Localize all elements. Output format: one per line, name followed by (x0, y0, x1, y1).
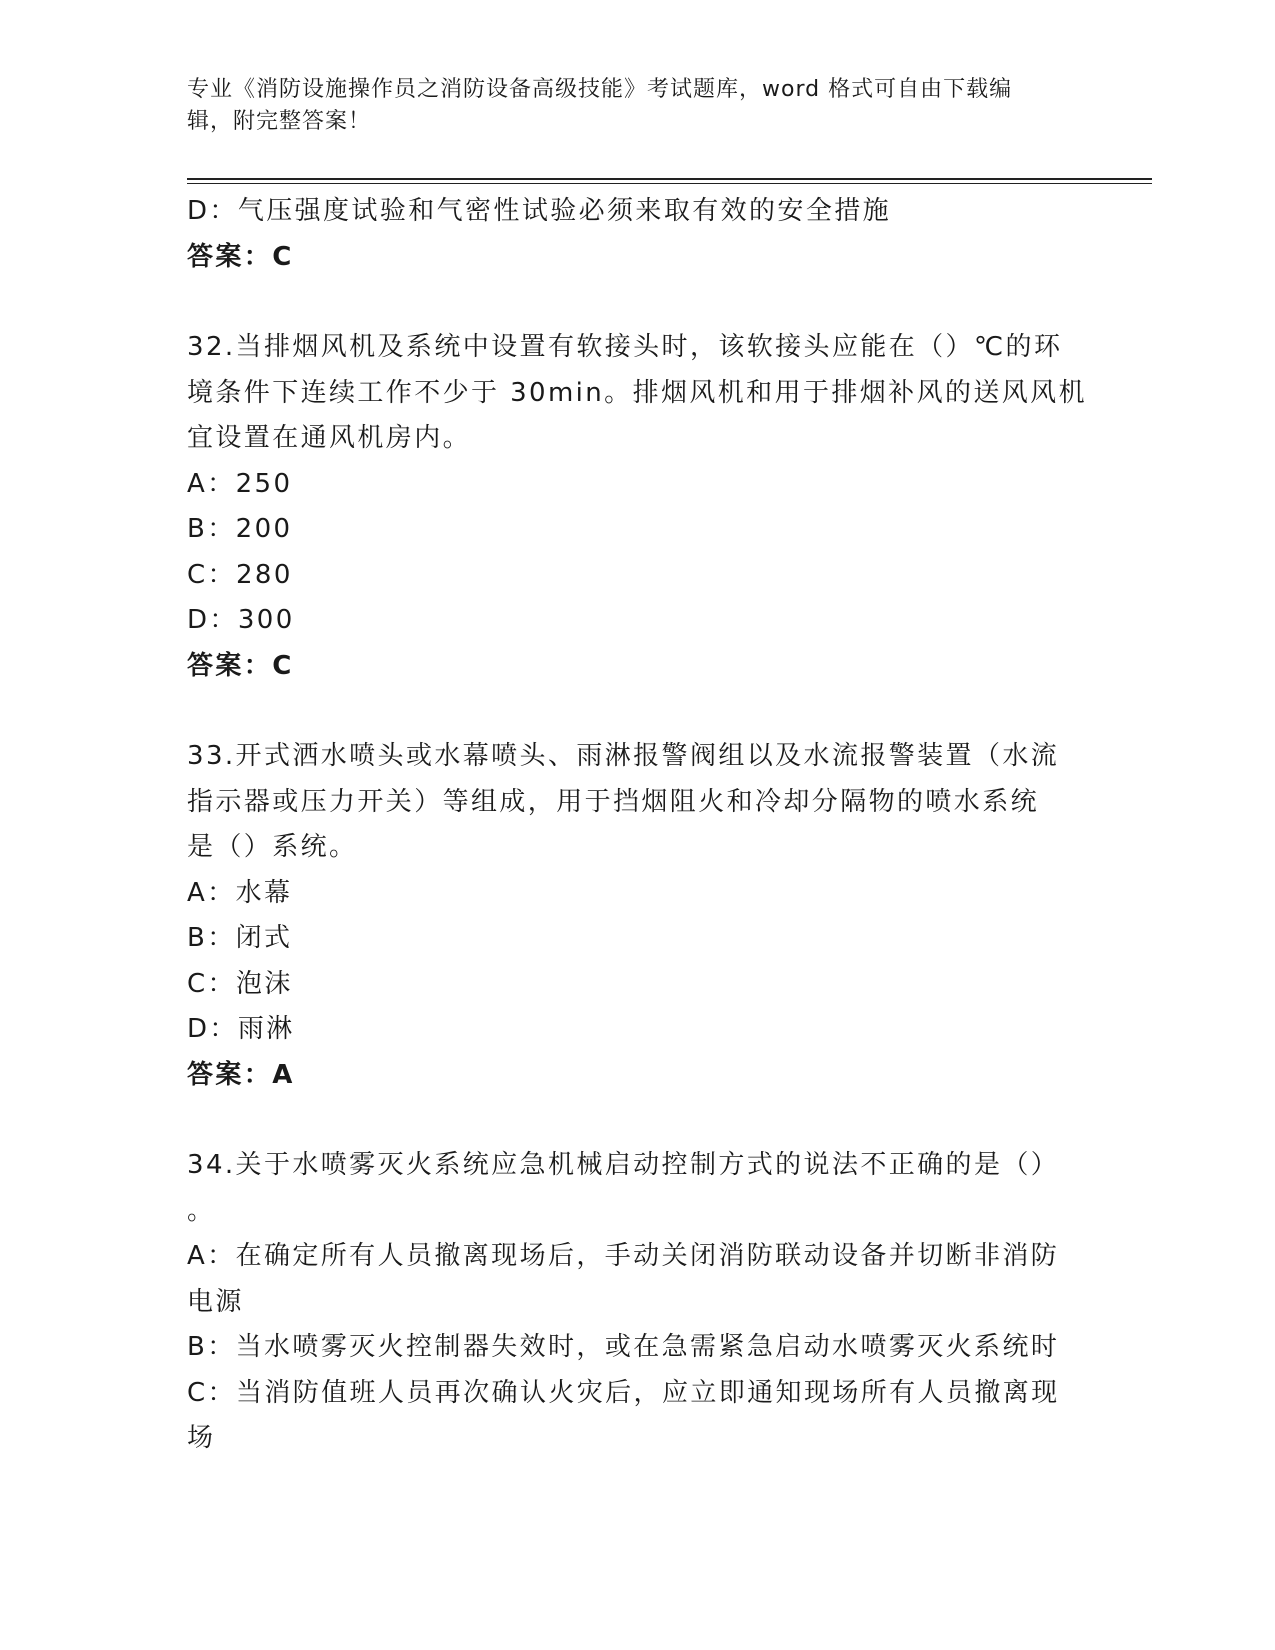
question-content (187, 189, 1087, 1462)
option-c: C：当消防值班人员再次确认火灾后，应立即通知现场所有人员撤离现 (187, 1377, 1060, 1408)
question-text-line: 指示器或压力开关）等组成，用于挡烟阻火和冷却分隔物的喷水系统 (187, 786, 1040, 817)
option-a: A：250 (187, 468, 293, 499)
header-line-2: 辑，附完整答案！ (187, 109, 372, 134)
question-text-line: 34.关于水喷雾灭火系统应急机械启动控制方式的说法不正确的是（） (187, 1150, 1060, 1180)
question-33 (187, 734, 1087, 1098)
prev-answer: 答案：C (187, 241, 294, 272)
question-gap (187, 689, 1087, 734)
option-c: C：280 (187, 559, 293, 590)
question-text-line: 32.当排烟风机及系统中设置有软接头时，该软接头应能在（）℃的环 (187, 332, 1063, 362)
question-text-line: 宜设置在通风机房内。 (187, 423, 472, 453)
question-34 (187, 1143, 1087, 1462)
header-rule-thin (187, 183, 1152, 184)
header-line-1: 专业《消防设施操作员之消防设备高级技能》考试题库，word 格式可自由下载编 (187, 77, 1013, 102)
option-a: A：在确定所有人员撤离现场后，手动关闭消防联动设备并切断非消防 (187, 1241, 1060, 1271)
option-b: B：闭式 (187, 923, 293, 953)
prev-option-d: D：气压强度试验和气密性试验必须来取有效的安全措施 (187, 196, 892, 226)
option-a-continued: 电源 (187, 1286, 244, 1317)
option-a: A：水幕 (187, 877, 293, 908)
option-c: C：泡沫 (187, 968, 293, 999)
header-rule-thick (187, 178, 1152, 180)
question-text-line: 境条件下连续工作不少于 30min。排烟风机和用于排烟补风的送风风机 (187, 377, 1087, 408)
question-text-line: 。 (187, 1195, 216, 1226)
question-gap (187, 280, 1087, 325)
question-text-line: 是（）系统。 (187, 832, 358, 862)
question-32 (187, 325, 1087, 689)
option-d: D：300 (187, 605, 295, 635)
option-c-continued: 场 (187, 1423, 216, 1453)
option-b: B：200 (187, 514, 293, 544)
question-text-line: 33.开式洒水喷头或水幕喷头、雨淋报警阀组以及水流报警装置（水流 (187, 741, 1060, 771)
answer: 答案：C (187, 650, 294, 681)
question-gap (187, 1098, 1087, 1143)
answer: 答案：A (187, 1059, 295, 1090)
document-header (187, 74, 1067, 138)
option-d: D：雨淋 (187, 1014, 295, 1044)
option-b: B：当水喷雾灭火控制器失效时，或在急需紧急启动水喷雾灭火系统时 (187, 1332, 1060, 1362)
